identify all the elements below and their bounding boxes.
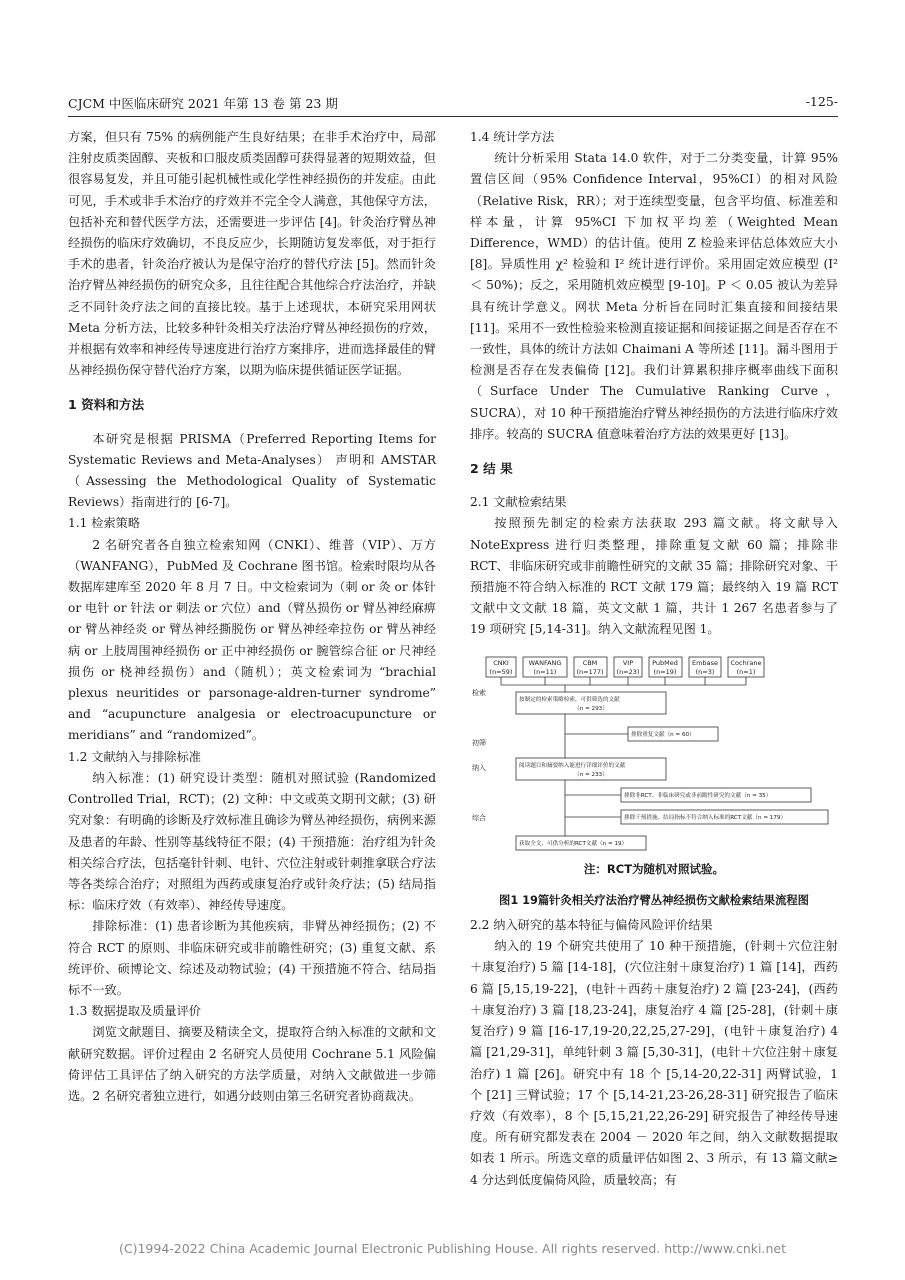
flow-diagram — [470, 655, 838, 855]
running-header — [68, 94, 838, 114]
db-name-wanfang: WANFANG — [528, 658, 562, 667]
section-1-4-paragraph: 统计分析采用 Stata 14.0 软件，对于二分类变量，计算 95% 置信区间（95% Confidence Interval，95%CI）的相对风险（Relative Risk，RR）；对于连续型变量，包含平均值、标准差和样本量，计算 95%CI 下加权平均差（Weighted Mean Difference，WMD）的估计值。使用 Z 检验来评估总体效应大小 [8]。异质性用 χ² 检验和 I² 统计进行评价。采用固定效应模型 (I² ＜ 50%)；反之，采用随机效应模型 [9-10]。P ＜ 0.05 被认为差异具有统计学意义。网状 Meta 分析旨在同时汇集直接和间接结果 [11]。采用不一致性检验来检测直接证据和间接证据之间是否存在不一致性，具体的统计方法如 Chaimani A 等所述 [11]。漏斗图用于检测是否存在发表偏倚 [12]。我们计算累积排序概率曲线下面积（Surface Under The Cumulative Ranking Curve，SUCRA），对 10 种干预措施治疗臂丛神经损伤的方法进行临床疗效排序。较高的 SUCRA 值意味着治疗方法的效果更好 [13]。 — [470, 151, 838, 441]
db-count-wanfang: (n=11) — [533, 667, 557, 676]
section-1-3-heading: 1.3 数据提取及质量评价 — [68, 1004, 201, 1019]
figure-caption: 图1 19篇针灸相关疗法治疗臂丛神经损伤文献检索结果流程图 — [499, 893, 809, 907]
stage-screen-label: 初筛 — [472, 738, 486, 747]
db-name-cbm: CBM — [582, 658, 598, 667]
left-column — [68, 127, 436, 1107]
intro-paragraph: 方案，但只有 75% 的病例能产生良好结果；在非手术治疗中，局部注射皮质类固醇、夹板和口服皮质类固醇可获得显著的短期效益，但很容易复发，并且可能引起机械性或化学性神经损伤的并发症。由此可见，手术或非手术治疗的疗效并不完全令人满意，其他保守方法，包括补充和替代医学方法，还需要进一步评估 [4]。针灸治疗臂丛神经损伤的临床疗效确切，不良反应少，长期随访复发率低，对于拒行手术的患者，针灸治疗被认为是保守治疗的替代疗法 [5]。然而针灸治疗臂丛神经损伤的研究众多，且往往配合其他综合疗法治疗，并缺乏不同针灸疗法之间的直接比较。基于上述现状，本研究采用网状 Meta 分析方法，比较多种针灸相关疗法治疗臂丛神经损伤的疗效，并根据有效率和神经传导速度进行治疗方案排序，进而选择最佳的臂丛神经损伤保守替代治疗方案，以期为临床提供循证医学证据。 — [68, 130, 436, 378]
db-count-cnki: (n=59) — [489, 667, 513, 676]
excluded-duplicates-text: 排除重复文献（n = 60） — [631, 731, 695, 738]
exclusion-criteria: 排除标准：(1) 患者诊断为其他疾病，非臂丛神经损伤；(2) 不符合 RCT 的原则、非临床研究或非前瞻性研究；(3) 重复文献、系统评价、硕博论文、综述及动物试验；(4) 干预措施不符合、结局指标不一致。 — [68, 919, 436, 997]
box-included-text: 获取全文、可供分析的RCT文献（n = 19） — [519, 840, 628, 847]
stage-include-label: 纳入 — [472, 763, 486, 772]
excluded-nonrct-text: 排除非RCT、非临床研究或非前瞻性研究的文献（n = 35） — [624, 792, 772, 799]
right-column — [470, 127, 838, 1191]
stage-search-label: 检索 — [472, 688, 486, 697]
section-1-1-heading: 1.1 检索策略 — [68, 516, 141, 531]
db-count-cochrane: (n=1) — [736, 667, 756, 676]
db-name-pubmed: PubMed — [652, 658, 678, 667]
db-name-vip: VIP — [622, 658, 634, 667]
section-2-2-heading: 2.2 纳入研究的基本特征与偏倚风险评价结果 — [470, 918, 713, 933]
stage-synth-label: 综合 — [472, 813, 486, 822]
header-rule — [68, 116, 838, 117]
db-name-cochrane: Cochrane — [730, 658, 762, 667]
section-2-2-paragraph: 纳入的 19 个研究共使用了 10 种干预措施，(针刺＋穴位注射＋康复治疗) 5 篇 [14-18]，(穴位注射＋康复治疗) 1 篇 [14]，西药 6 篇 [5,15,19-22]，(电针＋西药＋康复治疗) 2 篇 [23-24]，(西药＋康复治疗) 3 篇 [18,23-24]，康复治疗 4 篇 [25-28]，(针刺＋康复治疗) 9 篇 [16-17,19-20,22,25,27-29]，(电针＋康复治疗) 4 篇 [21,29-31]，单纯针刺 3 篇 [5,30-31]，(电针＋穴位注射＋康复治疗) 1 篇 [26]。研究中有 18 个 [5,14-20,22-31] 两臂试验，1 个 [21] 三臂试验；17 个 [5,14-21,23-26,28-31] 研究报告了临床疗效（有效率），8 个 [5,15,21,22,26-29] 研究报告了神经传导速度。所有研究都发表在 2004 － 2020 年之间，纳入文献数据提取如表 1 所示。所选文章的质量评估如图 2、3 所示，有 13 篇文献≥ 4 分达到低度偏倚风险，质量较高；有 — [470, 939, 838, 1187]
flow-diagram-svg — [470, 655, 838, 855]
box-identified-count: （n = 293） — [574, 705, 608, 712]
section-1-heading: 1 资料和方法 — [68, 397, 145, 413]
section-1-4-heading: 1.4 统计学方法 — [470, 130, 555, 144]
db-name-cnki: CNKI — [493, 658, 509, 667]
box-identified-text: 按制定的检索策略检索，可供筛选的文献 — [519, 696, 620, 703]
copyright-footer: (C)1994-2022 China Academic Journal Electronic Publishing House. All rights reserved. http://www.cnki.net — [119, 1241, 786, 1256]
section-1-2-heading: 1.2 文献纳入与排除标准 — [68, 749, 201, 764]
section-1-paragraph: 本研究是根据 PRISMA（Preferred Reporting Items for Systematic Reviews and Meta-Analyses） 声明和 AMSTAR（Assessing the Methodological Quality of Systematic Reviews）指南进行的 [6-7]。 — [68, 431, 436, 510]
journal-title: CJCM 中医临床研究 2021 年第 13 卷 第 23 期 — [68, 96, 338, 111]
section-2-heading: 2 结 果 — [470, 461, 513, 477]
db-name-embase: Embase — [692, 658, 718, 667]
section-2-1-heading: 2.1 文献检索结果 — [470, 495, 567, 510]
page-number: -125- — [805, 94, 838, 109]
excluded-criteria-text: 排除干预措施、结局指标不符合纳入标准的RCT文献（n = 179） — [624, 814, 787, 821]
db-count-cbm: (n=177) — [576, 667, 604, 676]
inclusion-criteria: 纳入标准：(1) 研究设计类型：随机对照试验 (Randomized Controlled Trial，RCT)；(2) 文种：中文或英文期刊文献；(3) 研究对象：有明确的诊断及疗效标准且确诊为臂丛神经损伤，病例来源及患者的年龄、性别等基线特征不限；(4) 干预措施：治疗组为针灸相关综合疗法，包括毫针针刺、电针、穴位注射或针刺推拿联合疗法等各类综合治疗；对照组为西药或康复治疗或针灸疗法；(5) 结局指标：临床疗效（有效率）、神经传导速度。 — [68, 770, 436, 913]
db-count-pubmed: (n=19) — [653, 667, 677, 676]
figure-note: 注：RCT为随机对照试验。 — [583, 861, 725, 876]
db-count-vip: (n=23) — [616, 667, 640, 676]
box-screened-count: （n = 233） — [574, 771, 608, 778]
box-screened-text: 阅读题目和摘要纳入能进行详细评价的文献 — [519, 762, 626, 769]
section-2-1-paragraph: 按照预先制定的检索方法获取 293 篇文献。将文献导入 NoteExpress 进行归类整理，排除重复文献 60 篇；排除非 RCT、非临床研究或非前瞻性研究的文献 35 篇；排除研究对象、干预措施不符合纳入标准的 RCT 文献 179 篇；最终纳入 19 篇 RCT 文献中文文献 18 篇，英文文献 1 篇，共计 1 267 名患者参与了 19 项研究 [5,14-31]。纳入文献流程见图 1。 — [470, 516, 838, 637]
section-1-3-paragraph: 浏览文献题目、摘要及精读全文，提取符合纳入标准的文献和文献研究数据。评价过程由 2 名研究人员使用 Cochrane 5.1 风险偏倚评估工具评估了纳入研究的方法学质量，对纳入文献做进一步筛选。2 名研究者独立进行，如遇分歧则由第三名研究者协商裁决。 — [68, 1025, 436, 1103]
section-1-1-paragraph: 2 名研究者各自独立检索知网（CNKI）、维普（VIP）、万方（WANFANG），PubMed 及 Cochrane 图书馆。检索时限均从各数据库建库至 2020 年 8 月 7 日。中文检索词为（刺 or 灸 or 体针 or 电针 or 针法 or 刺法 or 穴位）and（臂丛损伤 or 臂丛神经麻痹 or 臂丛神经炎 or 臂丛神经撕脱伤 or 臂丛神经牵拉伤 or 臂丛神经病 or 上肢周围神经损伤 or 正中神经损伤 or 腕管综合征 or 尺神经损伤 or 桡神经损伤）and（随机）；英文检索词为 “brachial plexus neuritides or parsonage-aldren-turner syndrome” and “acupuncture analgesia or electroacupuncture or meridians” and “randomized”。 — [68, 537, 436, 743]
db-count-embase: (n=3) — [695, 667, 715, 676]
